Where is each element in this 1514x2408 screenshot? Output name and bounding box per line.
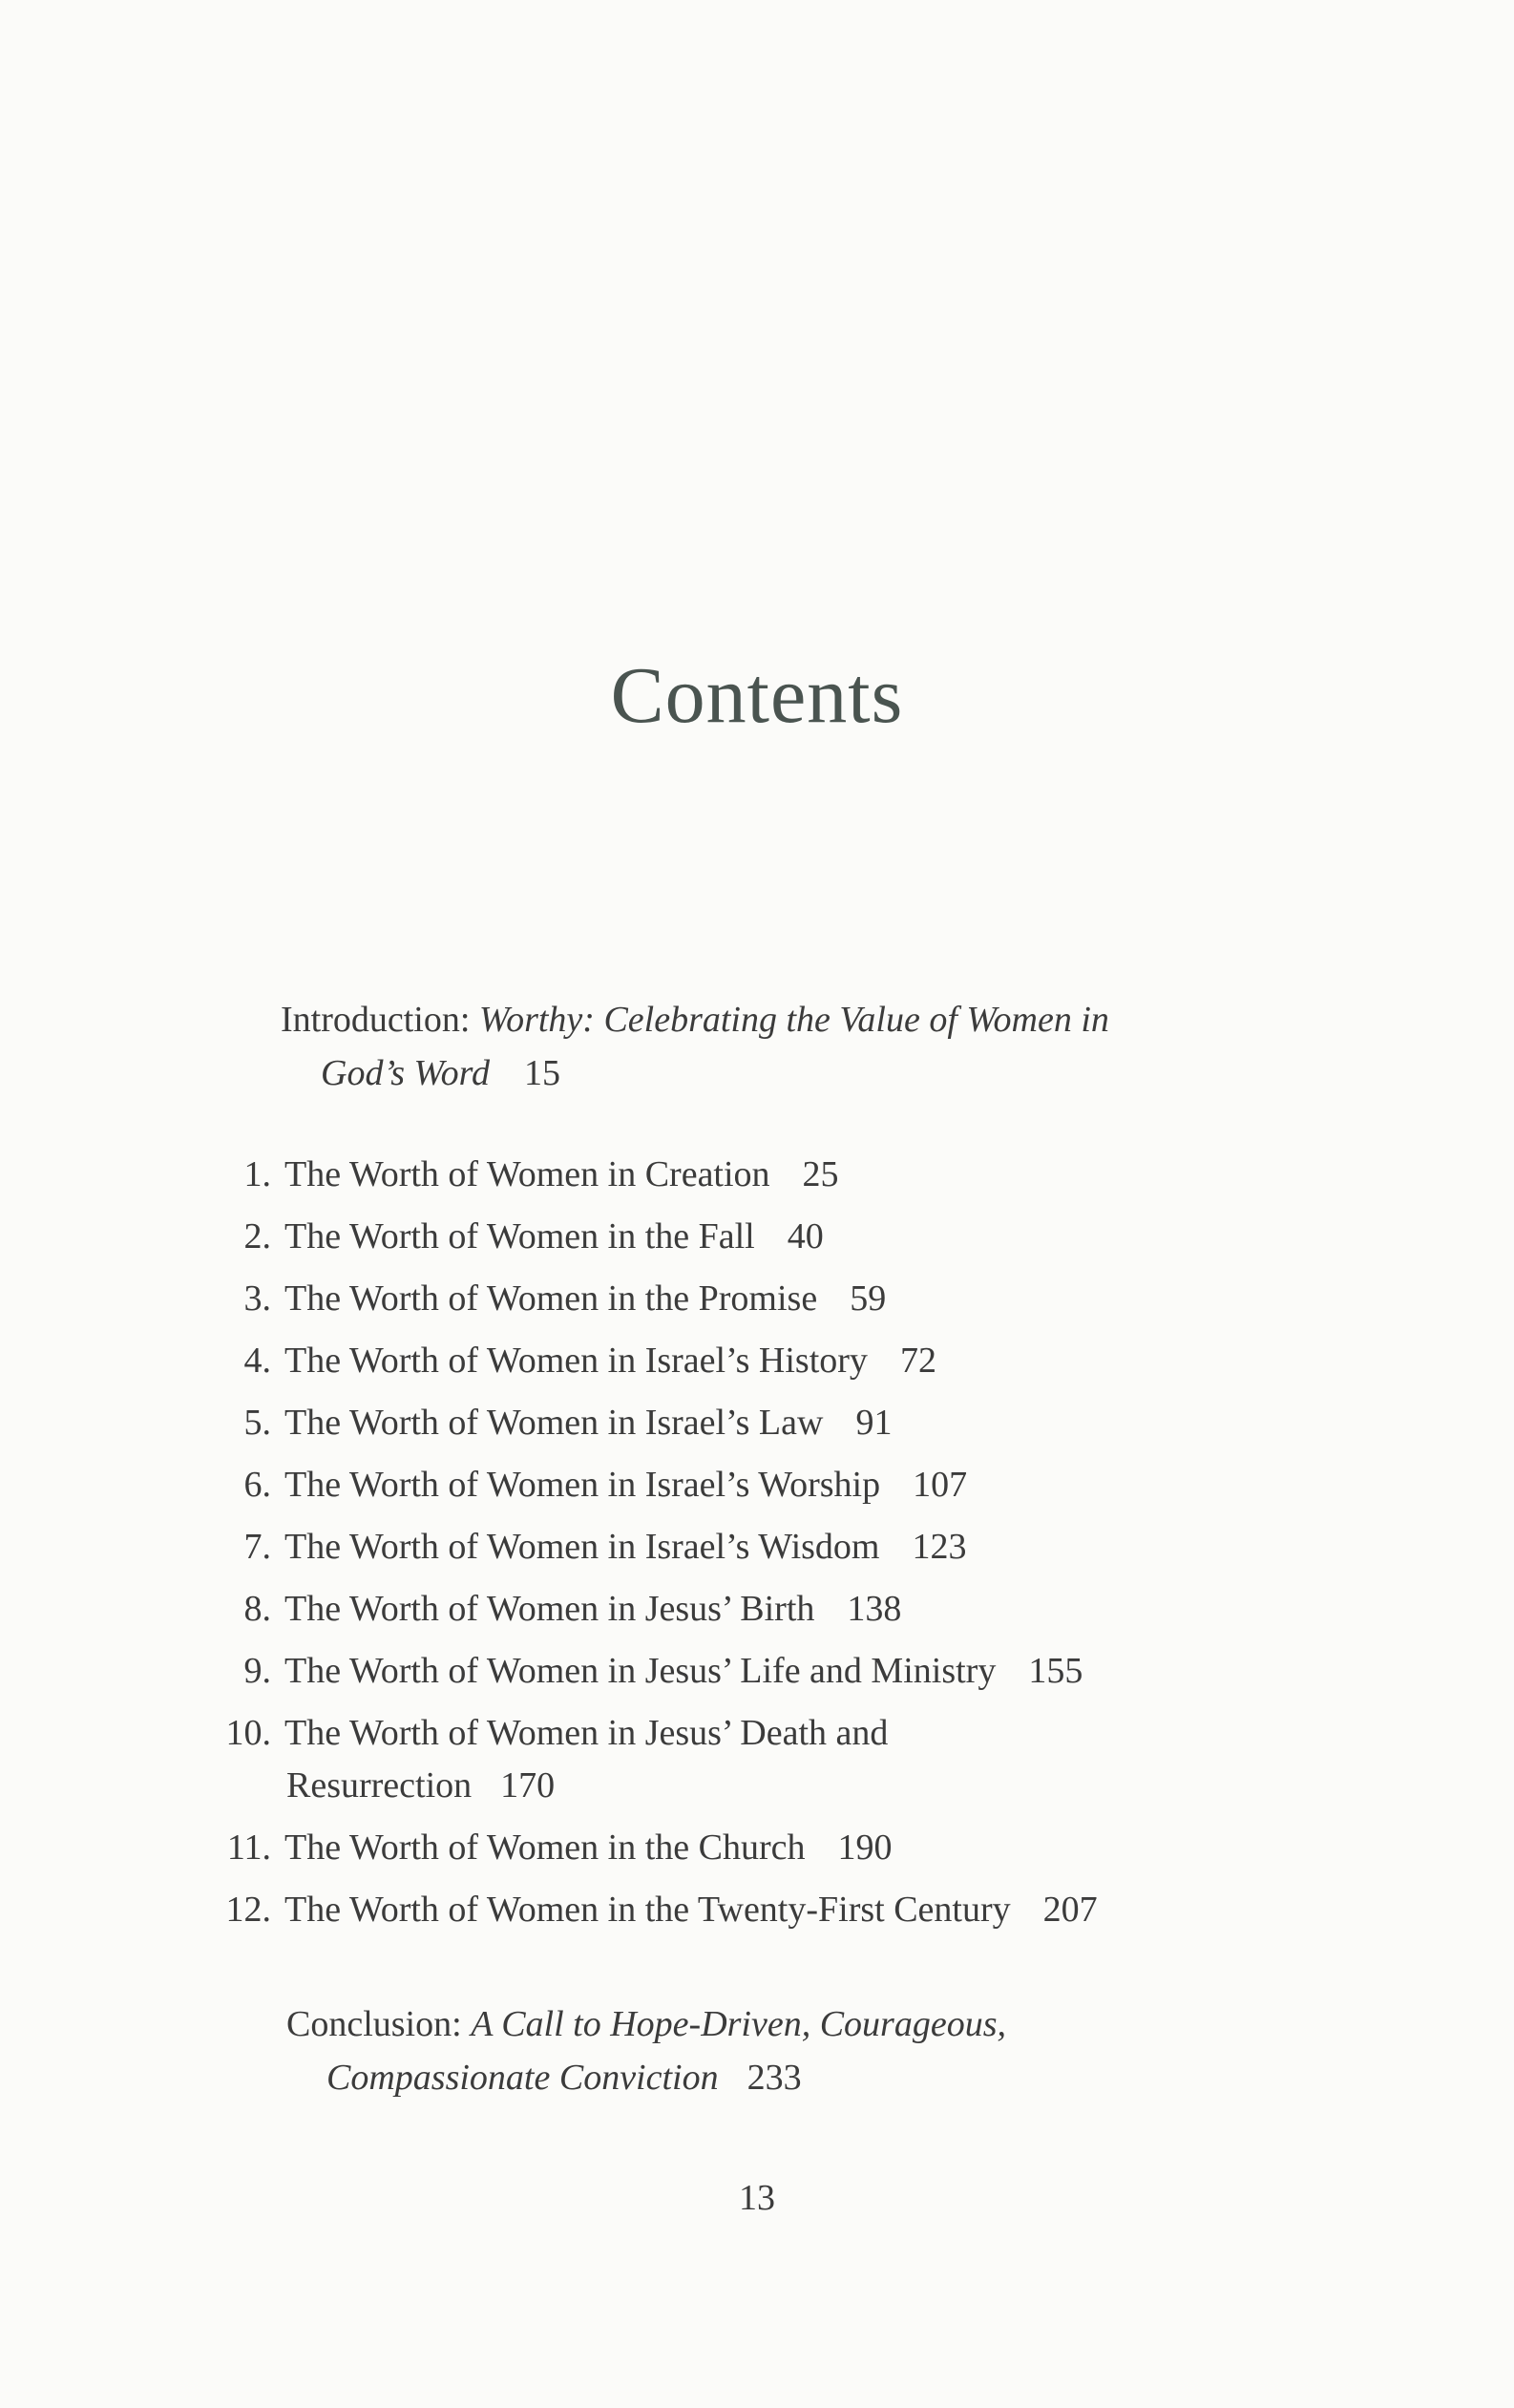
chapter-page: 107 [913, 1465, 968, 1505]
chapter-page: 207 [1042, 1890, 1098, 1930]
toc-conclusion [286, 2001, 1006, 2047]
chapter-number: 1. [243, 1154, 271, 1194]
chapter-number: 9. [243, 1651, 271, 1691]
chapter-title: The Worth of Women in Israel’s Law [284, 1403, 824, 1443]
chapter-number: 7. [243, 1527, 271, 1567]
chapter-page: 59 [850, 1278, 887, 1319]
chapter-page: 138 [847, 1589, 902, 1629]
conclusion-title-line1: A Call to Hope-Driven, Courageous, [471, 2004, 1007, 2044]
introduction-title-line2: God’s Word [321, 1053, 491, 1093]
chapter-title: The Worth of Women in Jesus’ Life and Ministry [284, 1651, 997, 1691]
toc-introduction [281, 997, 1109, 1043]
chapter-page: 190 [837, 1827, 893, 1868]
chapter-title: The Worth of Women in the Fall [284, 1216, 755, 1257]
chapter-page: 25 [802, 1154, 839, 1194]
chapter-title-cont: Resurrection [286, 1765, 473, 1806]
chapter-title: The Worth of Women in the Church [284, 1827, 806, 1868]
toc-introduction-cont [321, 1050, 560, 1096]
chapter-title: The Worth of Women in Creation [284, 1154, 770, 1194]
chapter-title: The Worth of Women in Israel’s Wisdom [284, 1527, 880, 1567]
chapter-number: 2. [243, 1216, 271, 1257]
chapter-number: 3. [243, 1278, 271, 1319]
page-title: Contents [610, 651, 904, 740]
chapter-number: 5. [243, 1403, 271, 1443]
introduction-title-line1: Worthy: Celebrating the Value of Women in [478, 1000, 1109, 1040]
chapter-number: 8. [243, 1589, 271, 1629]
chapter-title: The Worth of Women in Israel’s History [284, 1341, 868, 1381]
chapter-page: 40 [787, 1216, 824, 1257]
conclusion-label: Conclusion: [286, 2004, 462, 2044]
toc-conclusion-cont [326, 2055, 802, 2101]
chapter-number: 4. [243, 1341, 271, 1381]
chapter-page: 91 [855, 1403, 893, 1443]
conclusion-page: 233 [746, 2058, 802, 2098]
chapter-title: The Worth of Women in the Twenty-First Century [284, 1890, 1011, 1930]
chapter-title: The Worth of Women in Israel’s Worship [284, 1465, 881, 1505]
chapter-title: The Worth of Women in Jesus’ Death and [284, 1713, 889, 1753]
chapter-title: The Worth of Women in Jesus’ Birth [284, 1589, 815, 1629]
chapter-number: 11. [226, 1827, 271, 1868]
chapter-number: 10. [225, 1713, 271, 1753]
introduction-label: Introduction: [281, 1000, 471, 1040]
page-number: 13 [739, 2178, 775, 2218]
chapter-number: 6. [243, 1465, 271, 1505]
introduction-page: 15 [524, 1053, 561, 1093]
conclusion-title-line2: Compassionate Conviction [326, 2058, 719, 2098]
chapter-page: 155 [1028, 1651, 1083, 1691]
chapter-number: 12. [225, 1890, 271, 1930]
chapter-title: The Worth of Women in the Promise [284, 1278, 818, 1319]
chapter-page: 72 [899, 1341, 936, 1381]
chapter-page: 123 [912, 1527, 967, 1567]
chapter-page: 170 [500, 1765, 556, 1806]
